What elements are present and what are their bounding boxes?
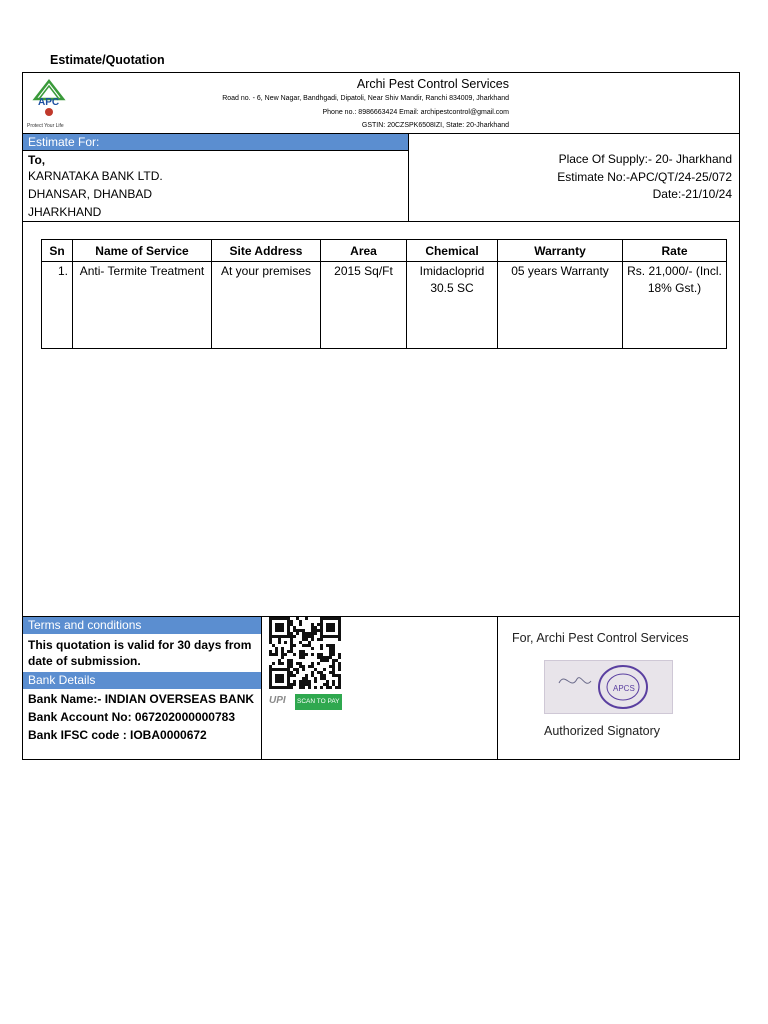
col-header-chemical: Chemical — [407, 240, 498, 262]
footer-column-divider-1 — [261, 616, 262, 760]
estimate-date: Date:-21/10/24 — [652, 187, 732, 201]
footer-column-divider-2 — [497, 616, 498, 760]
col-header-service: Name of Service — [73, 240, 212, 262]
col-header-rate: Rate — [623, 240, 727, 262]
table-header-row — [42, 240, 727, 262]
upi-logo: UPI — [269, 695, 286, 706]
terms-text: This quotation is valid for 30 days from date of submission. — [28, 638, 252, 668]
company-name: Archi Pest Control Services — [356, 77, 509, 91]
cell-site-address: At your premises — [212, 262, 321, 349]
recipient-line-2: DHANSAR, DHANBAD — [28, 187, 153, 201]
company-logo — [27, 77, 83, 131]
bank-details-label: Bank Details — [23, 672, 261, 689]
col-header-sn: Sn — [42, 240, 73, 262]
cell-service: Anti- Termite Treatment — [73, 262, 212, 349]
company-stamp — [544, 660, 673, 714]
estimate-for-section — [22, 134, 740, 222]
estimate-for-label: Estimate For: — [23, 134, 408, 151]
company-contact: Phone no.: 8986663424 Email: archipestcontrol@gmail.com — [322, 109, 509, 116]
qr-code-icon — [269, 617, 341, 689]
recipient-line-3: JHARKHAND — [28, 205, 102, 219]
company-address: Road no. - 6, New Nagar, Bandhgadi, Dipatoli, Near Shiv Mandir, Ranchi 834009, Jharkhand — [222, 95, 509, 102]
estimate-number: Estimate No:-APC/QT/24-25/072 — [557, 170, 732, 184]
bank-name: Bank Name:- INDIAN OVERSEAS BANK — [28, 692, 255, 706]
recipient-line-1: KARNATAKA BANK LTD. — [28, 169, 163, 183]
col-header-warranty: Warranty — [498, 240, 623, 262]
table-row — [42, 262, 727, 349]
cell-warranty: 05 years Warranty — [498, 262, 623, 349]
company-header — [22, 72, 740, 134]
to-label: To, — [28, 153, 46, 167]
company-gstin: GSTIN: 20CZSPK6508IZI, State: 20-Jharkhand — [361, 122, 509, 129]
cell-sn: 1. — [42, 262, 73, 349]
terms-label: Terms and conditions — [23, 617, 261, 634]
authorized-signatory-label: Authorized Signatory — [544, 724, 661, 738]
for-company-label: For, Archi Pest Control Services — [512, 631, 689, 645]
col-header-site-address: Site Address — [212, 240, 321, 262]
cell-area: 2015 Sq/Ft — [321, 262, 407, 349]
document-title: Estimate/Quotation — [50, 53, 165, 67]
logo-text: APC — [38, 97, 60, 108]
bank-ifsc: Bank IFSC code : IOBA0000672 — [28, 728, 207, 742]
cell-rate: Rs. 21,000/- (Incl. 18% Gst.) — [623, 262, 727, 349]
logo-tagline: Protect Your Life — [27, 123, 64, 129]
scan-to-pay-label: SCAN TO PAY — [295, 694, 342, 710]
place-of-supply: Place Of Supply:- 20- Jharkhand — [558, 152, 732, 166]
cell-chemical: Imidacloprid 30.5 SC — [407, 262, 498, 349]
bank-account: Bank Account No: 067202000000783 — [28, 710, 235, 724]
stamp-text: APCS — [613, 684, 635, 693]
section-divider — [408, 134, 409, 221]
services-table — [41, 239, 727, 349]
col-header-area: Area — [321, 240, 407, 262]
